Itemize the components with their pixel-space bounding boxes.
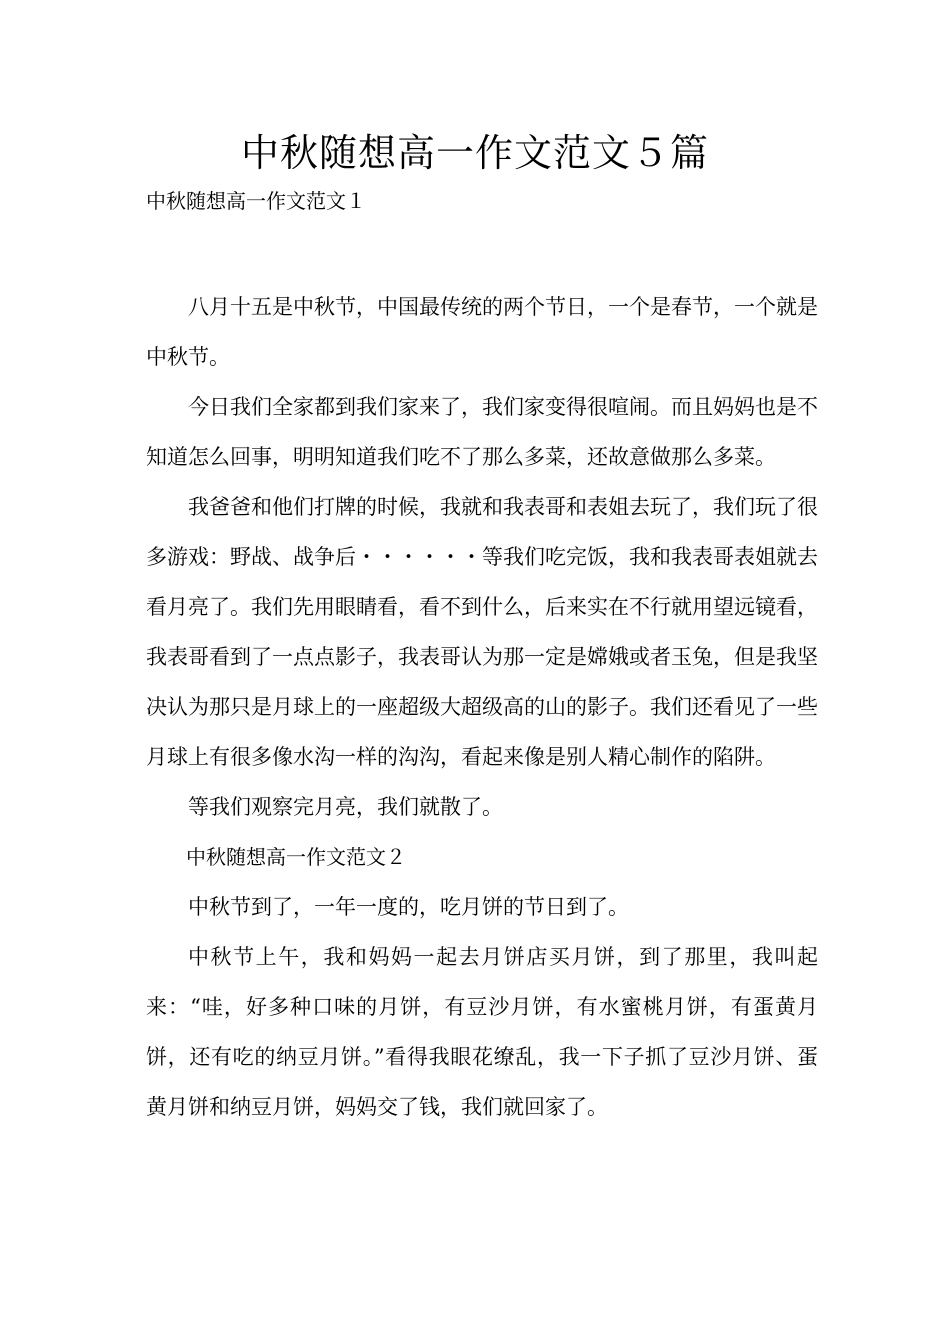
paragraph-4: 等我们观察完月亮，我们就散了。 xyxy=(188,795,503,819)
paragraph-5: 中秋节到了，一年一度的，吃月饼的节日到了。 xyxy=(188,895,629,919)
document-body xyxy=(146,282,818,1132)
paragraph-2: 今日我们全家都到我们家来了，我们家变得很喧闹。而且妈妈也是不知道怎么回事，明明知道我们吃不了那么多菜，还故意做那么多菜。 xyxy=(146,395,818,469)
document-title: 中秋随想高一作文范文５篇 xyxy=(240,131,709,175)
paragraph-1: 八月十五是中秋节，中国最传统的两个节日，一个是春节，一个就是中秋节。 xyxy=(146,295,818,369)
paragraph-6: 中秋节上午，我和妈妈一起去月饼店买月饼，到了那里，我叫起来：“哇，好多种口味的月饼，有豆沙月饼，有水蜜桃月饼，有蛋黄月饼，还有吃的纳豆月饼。”看得我眼花缭乱，我一下子抓了豆沙月饼、蛋黄月饼和纳豆月饼，妈妈交了钱，我们就回家了。 xyxy=(146,945,818,1119)
section-heading-2: 中秋随想高一作文范文２ xyxy=(186,845,406,869)
section-heading-1: 中秋随想高一作文范文１ xyxy=(146,189,366,213)
paragraph-3: 我爸爸和他们打牌的时候，我就和我表哥和表姐去玩了，我们玩了很多游戏：野战、战争后・・・・・・等我们吃完饭，我和我表哥表姐就去看月亮了。我们先用眼睛看，看不到什么，后来实在不行就用望远镜看，我表哥看到了一点点影子，我表哥认为那一定是嫦娥或者玉兔，但是我坚决认为那只是月球上的一座超级大超级高的山的影子。我们还看见了一些月球上有很多像水沟一样的沟沟，看起来像是别人精心制作的陷阱。 xyxy=(146,495,818,769)
